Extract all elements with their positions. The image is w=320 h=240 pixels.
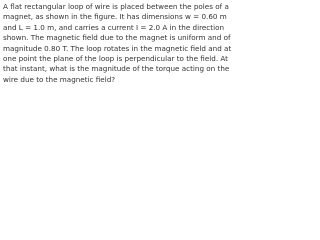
question-text: A flat rectangular loop of wire is placed between the poles of a magnet, as shown in the figure. It has dimensions w = 0.60 m and L = 1.0 m, and carries a current I = 2.0 A in the direction shown. The magnetic field due to the magnet is uniform and of magnitude 0.80 T. The loop rotates in the magnetic field and at one point the plane of the loop is perpendicular to the field. At that instant, what is the magnitude of the torque acting on the wire due to the magnetic field? [3,2,232,84]
